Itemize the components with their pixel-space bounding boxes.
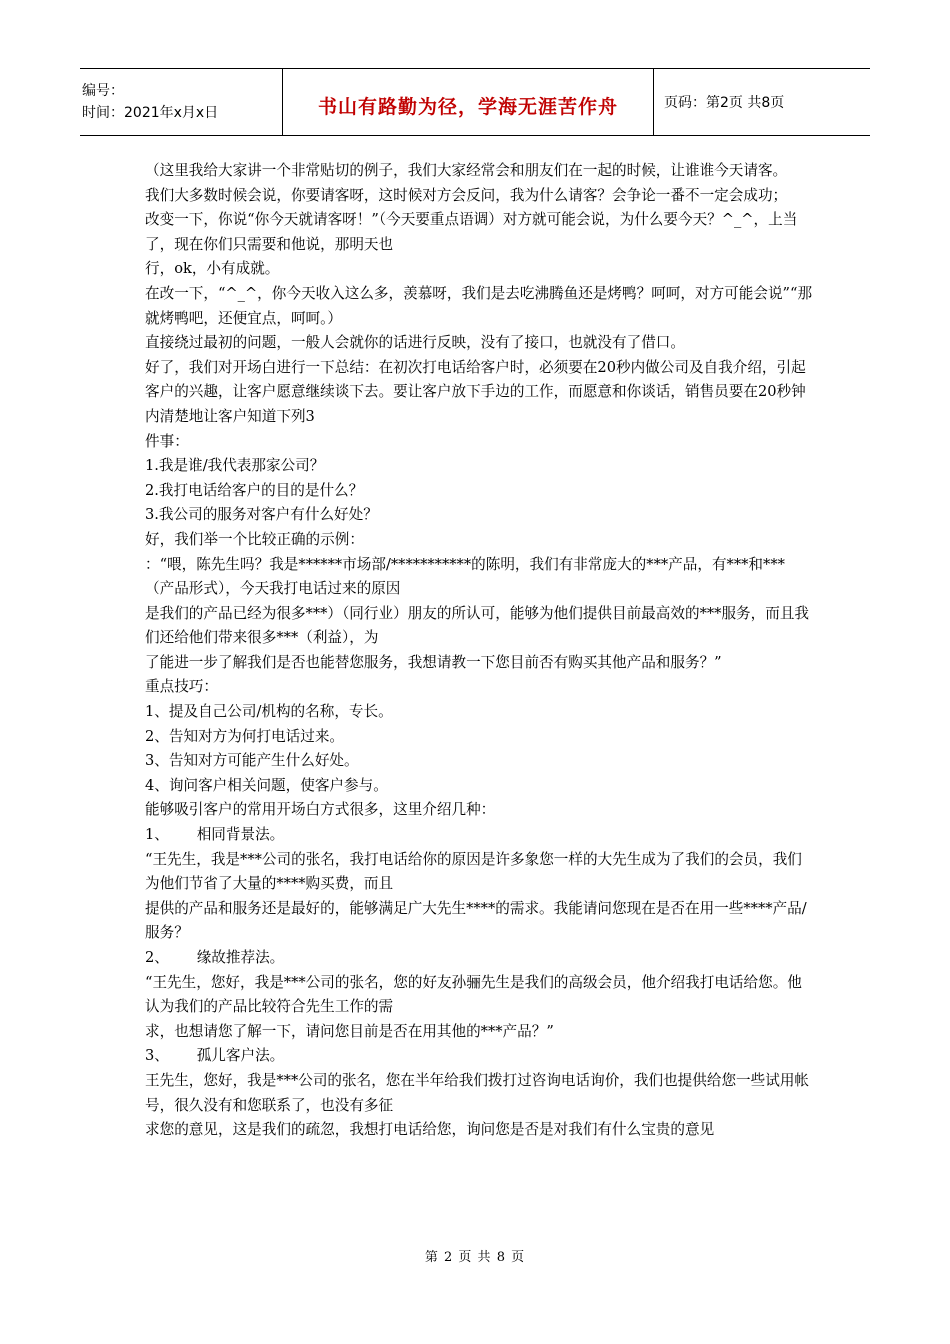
body-paragraph: 行，ok，小有成就。	[145, 260, 280, 278]
header-meta	[80, 69, 282, 135]
body-paragraph: 1.我是谁/我代表那家公司？	[145, 457, 325, 475]
body-paragraph: 3、告知对方可能产生什么好处。	[145, 752, 359, 770]
body-paragraph: 提供的产品和服务还是最好的，能够满足广大先生****的需求。我能请问您现在是否在用一些****产品/服务？	[145, 899, 807, 942]
body-paragraph: 3.我公司的服务对客户有什么好处？	[145, 506, 378, 524]
body-paragraph: 好，我们举一个比较正确的示例：	[145, 530, 364, 548]
document-body	[145, 159, 813, 1143]
body-paragraph: 是我们的产品已经为很多***）（同行业）朋友的所认可，能够为他们提供目前最高效的***服务，而且我们还给他们带来很多***（利益），为	[145, 604, 810, 647]
page-info-text: 页码：第2页 共8页	[664, 95, 785, 111]
body-paragraph: 了能进一步了解我们是否也能替您服务，我想请教一下您目前否有购买其他产品和服务？”	[145, 653, 722, 671]
body-paragraph: 好了，我们对开场白进行一下总结：在初次打电话给客户时，必须要在20秒内做公司及自我介绍，引起客户的兴趣，让客户愿意继续谈下去。要让客户放下手边的工作，而愿意和你谈话，销售员要在20秒钟内清楚地让客户知道下列3	[145, 358, 806, 425]
body-paragraph: “王先生，您好，我是***公司的张名，您的好友孙骊先生是我们的高级会员，他介绍我打电话给您。他认为我们的产品比较符合先生工作的需	[145, 973, 802, 1016]
body-paragraph: 改变一下，你说“你今天就请客呀！”（今天要重点语调）对方就可能会说，为什么要今天？^_^，上当了，现在你们只需要和他说，那明天也	[145, 211, 798, 253]
body-paragraph: 2、 缘故推荐法。	[145, 949, 285, 966]
serial-number-label: 编号：	[82, 83, 124, 99]
body-paragraph: 直接绕过最初的问题，一般人会就你的话进行反映，没有了接口，也就没有了借口。	[145, 334, 685, 352]
page-header	[80, 68, 870, 136]
body-paragraph: ：“喂，陈先生吗？我是******市场部/***********的陈明，我们有非常庞大的***产品，有***和***（产品形式），今天我打电话过来的原因	[145, 555, 785, 598]
body-paragraph: 2、告知对方为何打电话过来。	[145, 727, 345, 745]
header-page-info	[654, 69, 870, 135]
page-footer: 第 2 页 共 8 页	[424, 1250, 526, 1265]
body-paragraph: 在改一下，“^_^，你今天收入这么多，羡慕呀，我们是去吃沸腾鱼还是烤鸭？呵呵，对方可能会说”“那就烤鸭吧，还便宜点，呵呵。）	[145, 284, 813, 327]
body-paragraph: 4、询问客户相关问题，使客户参与。	[145, 776, 388, 794]
body-paragraph: 1、提及自己公司/机构的名称，专长。	[145, 703, 393, 721]
body-paragraph: 件事：	[145, 432, 189, 450]
body-paragraph: 2.我打电话给客户的目的是什么？	[145, 481, 364, 499]
body-paragraph: 1、 相同背景法。	[145, 826, 285, 844]
body-paragraph: （这里我给大家讲一个非常贴切的例子，我们大家经常会和朋友们在一起的时候，让谁谁今天请客。	[145, 162, 788, 179]
body-paragraph: 能够吸引客户的常用开场白方式很多，这里介绍几种：	[145, 801, 496, 819]
header-motto-cell	[282, 69, 654, 135]
body-paragraph: 求您的意见，这是我们的疏忽，我想打电话给您，询问您是否是对我们有什么宝贵的意见	[145, 1121, 715, 1139]
body-paragraph: 3、 孤儿客户法。	[145, 1047, 285, 1065]
body-paragraph: 王先生，您好，我是***公司的张名，您在半年给我们拨打过咨询电话询价，我们也提供给您一些试用帐号，很久没有和您联系了，也没有多征	[145, 1071, 810, 1114]
date-label: 时间：2021年x月x日	[82, 105, 219, 121]
body-paragraph: 重点技巧：	[145, 678, 218, 696]
motto-text: 书山有路勤为径，学海无涯苦作舟	[317, 95, 618, 118]
body-paragraph: 求，也想请您了解一下，请问您目前是否在用其他的***产品？”	[145, 1022, 554, 1040]
body-paragraph: 我们大多数时候会说，你要请客呀，这时候对方会反问，我为什么请客？会争论一番不一定会成功；	[145, 186, 788, 204]
body-paragraph: “王先生，我是***公司的张名，我打电话给你的原因是许多象您一样的大先生成为了我们的会员，我们为他们节省了大量的****购买费，而且	[145, 850, 802, 893]
